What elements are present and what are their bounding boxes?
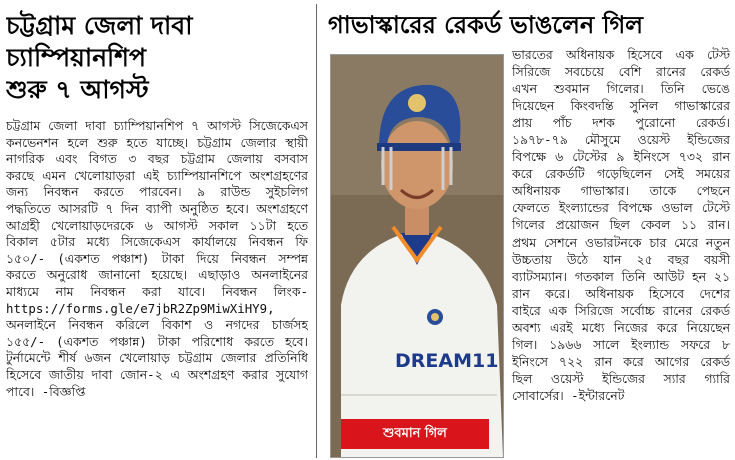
player-illustration — [331, 55, 503, 457]
right-article — [328, 6, 732, 456]
left-article-headline — [6, 10, 308, 106]
column-divider — [316, 4, 317, 458]
right-article-headline: গাভাস্কারের রেকর্ড ভাঙলেন গিল — [328, 11, 644, 39]
left-headline-line-2: চ্যাম্পিয়ানশিপ — [6, 43, 146, 72]
photo-caption: শুবমান গিল — [341, 419, 489, 449]
left-article-body: চট্টগ্রাম জেলা দাবা চ্যাম্পিয়ানশিপ ৭ আগস্ট সিজেকেএস কনভেনশন হলে শুরু হতে যাচ্ছে। চট্টগ্রাম জেলার স্থায়ী নাগরিক এবং বিগত ৩ বছর চট্টগ্রাম জেলায় বসবাস করছে এমন খেলোয়াড়রা এই চ্যাম্পিয়ানশিপে অংশগ্রহণের জন্য নিবন্ধন করতে পারবেন। ৯ রাউন্ড সুইচলিগ পদ্ধতিতে আসরটি ৭ দিন ব্যাপী অনুষ্ঠিত হবে। অংশগ্রহণে আগ্রহী খেলোয়াড়দেরকে ৬ আগস্ট সকাল ১১টা হতে বিকাল ৫টার মধ্যে সিজেকেএস কার্যালয়ে নিবন্ধন ফি ১৫০/- (একশত পঞ্চাশ) টাকা দিয়ে নিবন্ধন সম্পন্ন করতে অনুরোধ জানানো হয়েছে। এছাড়াও অনলাইনের মাধ্যমে নাম নিবন্ধন করা যাবে। নিবন্ধন লিংক-https://forms.gle/e7jbR2Zp9MiwXiHY9, অনলাইনে নিবন্ধন করিলে বিকাশ ও নগদের চার্জসহ ১৫৫/- (একশত পঞ্চান্ন) টাকা পরিশোধ করতে হবে। টুর্নামেন্টে শীর্ষ ৬জন খেলোয়াড় চট্টগ্রাম জেলার প্রতিনিধি হিসেবে জাতীয় দাবা জোন-২ এ অংশগ্রহণ করার সুযোগ পাবে। -বিজ্ঞপ্তি — [6, 118, 308, 399]
left-headline-line-1: চট্টগ্রাম জেলা দাবা — [6, 11, 193, 40]
left-headline-line-3: শুরু ৭ আগস্ট — [6, 75, 149, 104]
player-photo — [330, 54, 504, 458]
left-article — [6, 6, 308, 456]
right-article-body: ভারতের অধিনায়ক হিসেবে এক টেস্ট সিরিজে সবচেয়ে বেশি রানের রেকর্ড এখন শুবমান গিলের। তিনি ভেঙে দিয়েছেন কিংবদন্তি সুনিল গাভাস্কারের প্রায় পাঁচ দশক পুরোনো রেকর্ড। ১৯৭৮-৭৯ মৌসুমে ওয়েস্ট ইন্ডিজের বিপক্ষে ৬ টেস্টের ৯ ইনিংসে ৭৩২ রান করে রেকর্ডটি গড়েছিলেন সেই সময়ের অধিনায়ক গাভাস্কার। তাকে পেছনে ফেলতে ইংল্যান্ডের বিপক্ষে ওভাল টেস্টে গিলের প্রয়োজন ছিল কেবল ১১ রান। প্রথম সেশনে ওভারটনকে চার মেরে নতুন উচ্চতায় উঠে যান ২৫ বছর বয়সী ব্যাটসম্যান। গতকাল তিনি আউট হন ২১ রান করে। অধিনায়ক হিসেবে দেশের বাইরে এক সিরিজে সর্বোচ্চ রানের রেকর্ড অবশ্য এরই মধ্যে নিজের করে নিয়েছেন গিল। ১৯৬৬ সালে ইংল্যান্ড সফরে ৮ ইনিংসে ৭২২ রান করে আগের রেকর্ড ছিল ওয়েস্ট ইন্ডিজের স্যার গ্যারি সোবার্সের। -ইন্টারনেট — [512, 47, 730, 403]
jersey-sponsor-text: DREAM11 — [395, 350, 499, 372]
